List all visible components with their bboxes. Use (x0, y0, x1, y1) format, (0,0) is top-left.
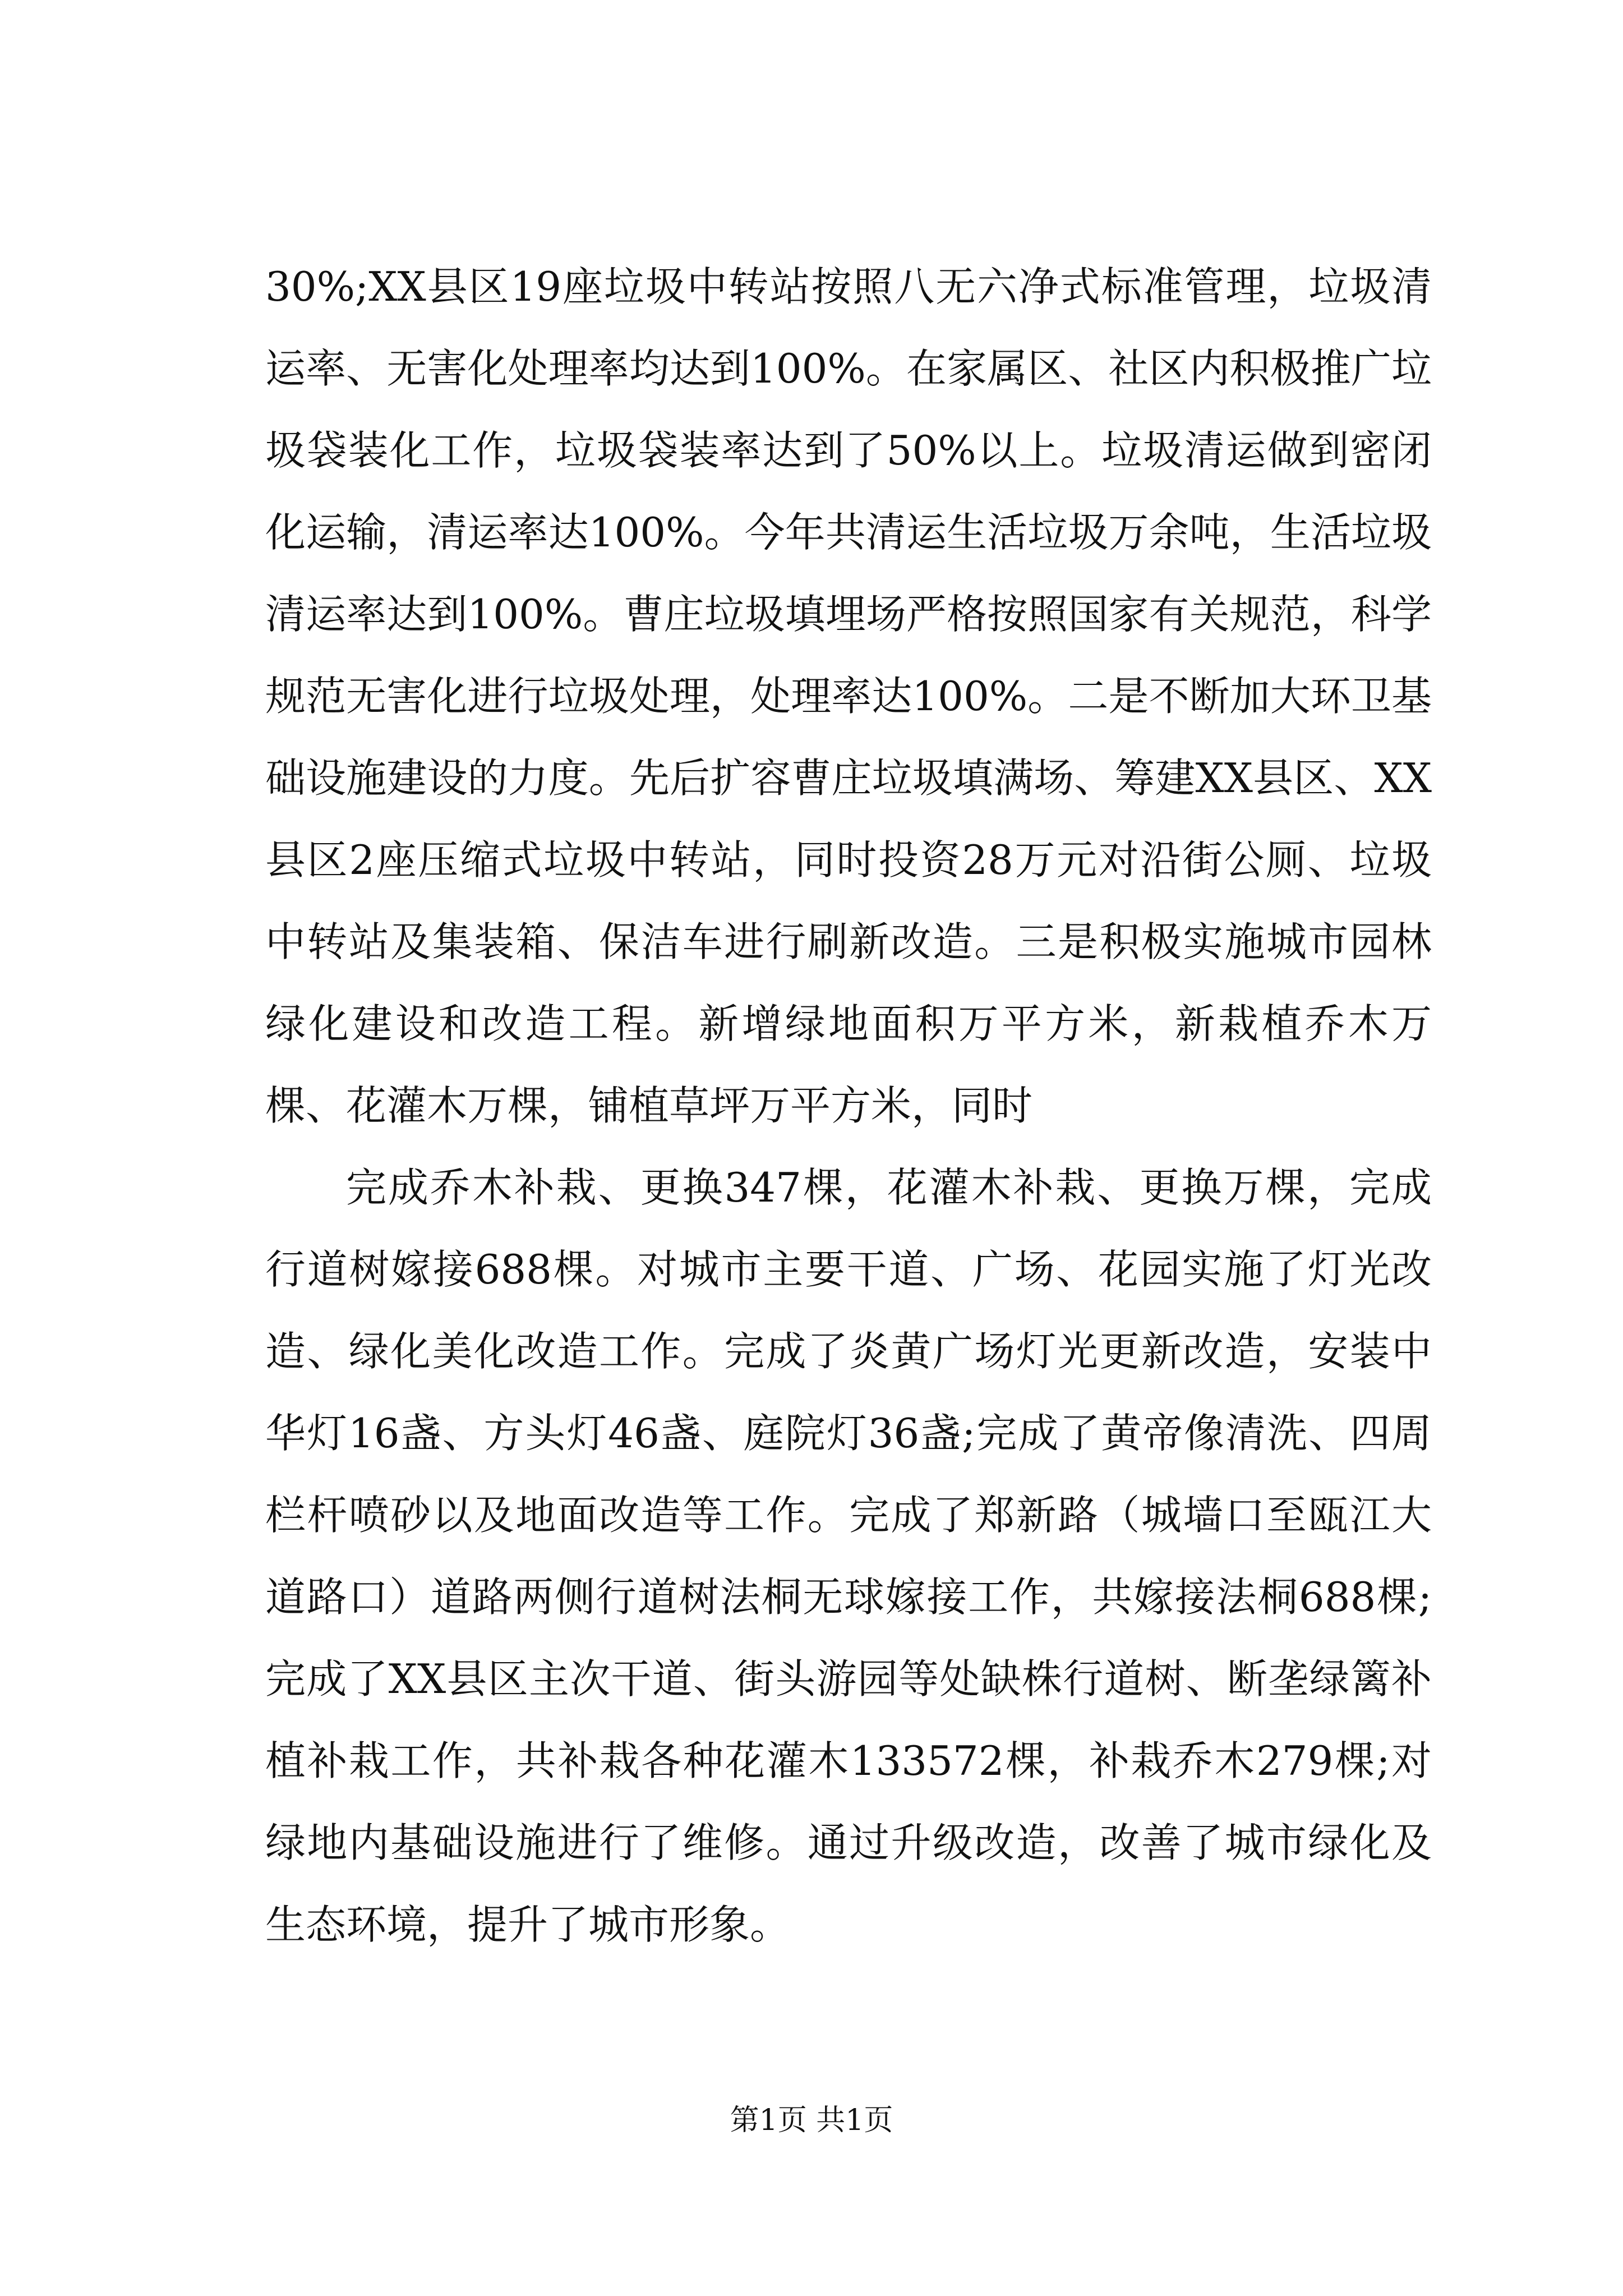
page-footer: 第1页 共1页 (730, 2104, 893, 2137)
document-body (265, 246, 1432, 1966)
paragraph-2: 完成乔木补栽、更换347棵，花灌木补栽、更换万棵，完成行道树嫁接688棵。对城市主要干道、广场、花园实施了灯光改造、绿化美化改造工作。完成了炎黄广场灯光更新改造，安装中华灯16盏、方头灯46盏、庭院灯36盏;完成了黄帝像清洗、四周栏杆喷砂以及地面改造等工作。完成了郑新路（城墙口至瓯江大道路口）道路两侧行道树法桐无球嫁接工作，共嫁接法桐688棵;完成了XX县区主次干道、街头游园等处缺株行道树、断垄绿篱补植补栽工作，共补栽各种花灌木133572棵，补栽乔木279棵;对绿地内基础设施进行了维修。通过升级改造，改善了城市绿化及生态环境，提升了城市形象。 (265, 1164, 1432, 1948)
paragraph-1: 30%;XX县区19座垃圾中转站按照八无六净式标准管理，垃圾清运率、无害化处理率均达到100%。在家属区、社区内积极推广垃圾袋装化工作，垃圾袋装率达到了50%以上。垃圾清运做到密闭化运输，清运率达100%。今年共清运生活垃圾万余吨，生活垃圾清运率达到100%。曹庄垃圾填埋场严格按照国家有关规范，科学规范无害化进行垃圾处理，处理率达100%。二是不断加大环卫基础设施建设的力度。先后扩容曹庄垃圾填满场、筹建XX县区、XX县区2座压缩式垃圾中转站，同时投资28万元对沿街公厕、垃圾中转站及集装箱、保洁车进行刷新改造。三是积极实施城市园林绿化建设和改造工程。新增绿地面积万平方米，新栽植乔木万棵、花灌木万棵，铺植草坪万平方米，同时 (265, 263, 1432, 1129)
